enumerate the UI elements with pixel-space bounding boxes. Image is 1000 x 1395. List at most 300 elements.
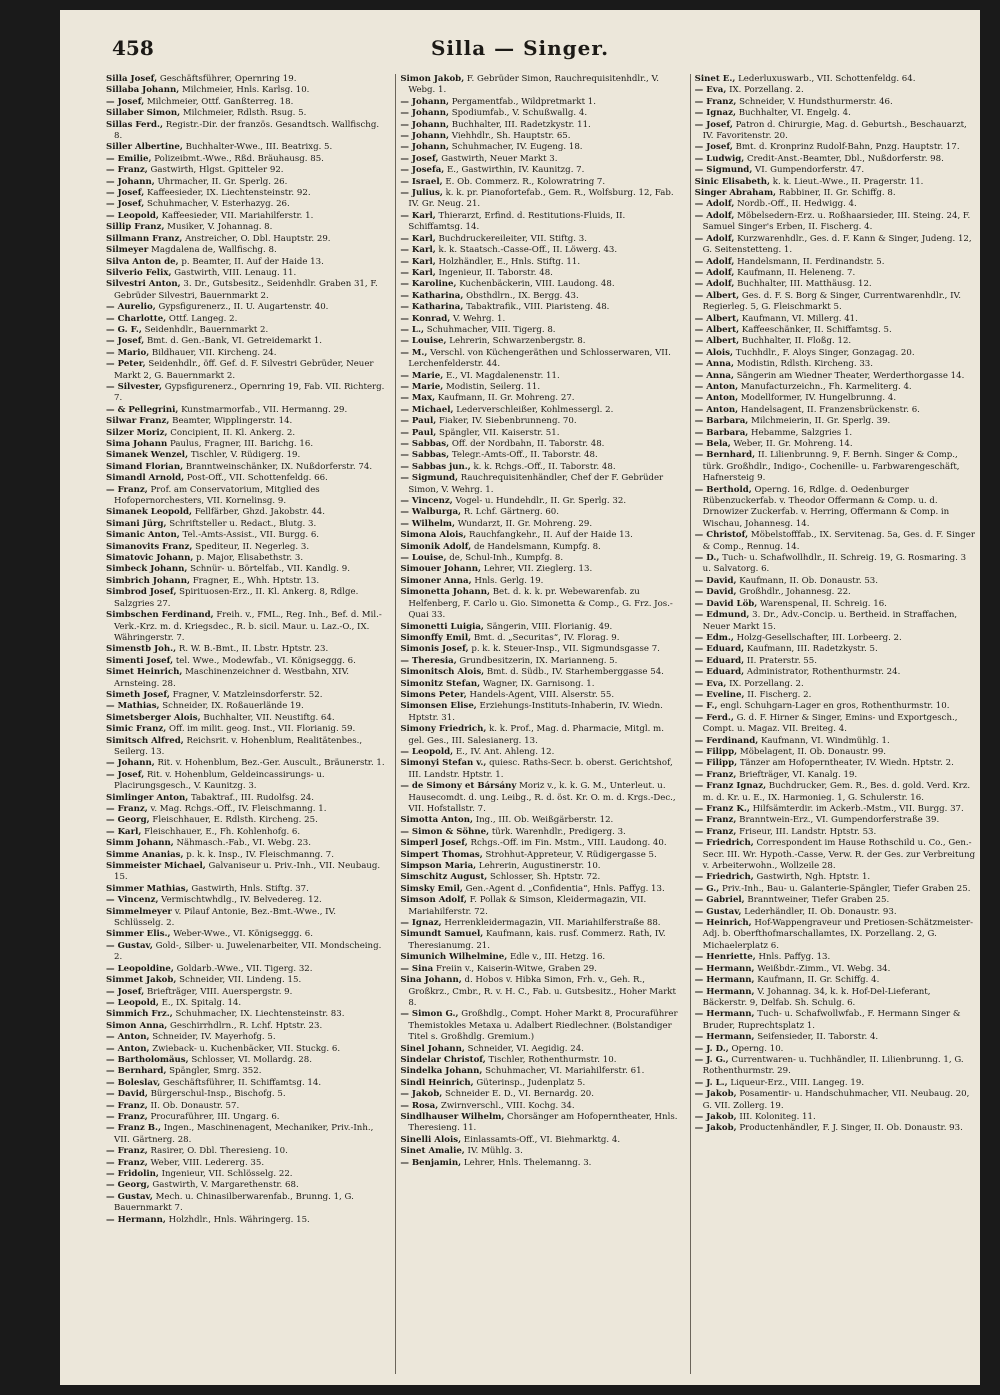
entry-text: 3. Dr., Adv.-Concip. u. Bertheid. in Straffachen, Neuer Markt 15. <box>702 610 958 632</box>
directory-entry <box>400 1078 681 1089</box>
entry-text: VI. Gumpendorferstr. 47. <box>755 165 865 176</box>
entry-text: Handelsagent, II. Franzensbrückenstr. 6. <box>740 404 920 415</box>
entry-name: Sillaber Simon, <box>106 108 181 119</box>
entry-text: Tänzer am Hofoperntheater, IV. Wiedn. Hptstr. 2. <box>739 758 954 769</box>
directory-entry <box>106 165 387 176</box>
entry-name: — Sina <box>400 963 434 974</box>
directory-entry <box>695 120 976 143</box>
entry-text: Lehrerin, Augustinerstr. 10. <box>478 861 601 872</box>
entry-name: — Adolf, <box>694 210 735 221</box>
entry-name: Simoner Anna, <box>400 575 472 586</box>
entry-text: Tuch- u. Schafwollhdlr., II. Schreig. 19, G. Rosmaring. 3 u. Salvatorg. 6. <box>702 553 967 575</box>
entry-name: Simonffy Emil, <box>400 632 472 643</box>
entry-name: Sindelar Christof, <box>400 1054 486 1065</box>
entry-text: Spirituosen-Erz., II. Kl. Ankerg. 8, Rdlge. Salzgries 27. <box>114 587 359 609</box>
entry-name: Simbschen Ferdinand, <box>106 610 214 621</box>
directory-entry <box>695 656 976 667</box>
entry-text: Lederluxuswarb., VII. Schottenfeldg. 64. <box>738 74 916 84</box>
entry-text: Gastwirth, Hlgst. Gpitteler 92. <box>150 165 284 176</box>
entry-name: — Karl, <box>106 826 142 837</box>
entry-text: Edle v., III. Hetzg. 16. <box>509 952 606 963</box>
entry-text: p. k. k. Insp., IV. Fleischmanng. 7. <box>186 849 334 860</box>
entry-name: — Theresia, <box>400 655 457 666</box>
entry-name: — Simon G., <box>400 1009 459 1020</box>
entry-text: Buchhalter, VII. Neustiftg. 64. <box>203 712 335 723</box>
entry-name: — G. F., <box>106 324 142 335</box>
entry-name: — Louise, <box>400 336 447 347</box>
directory-entry <box>106 336 387 347</box>
entry-text: p. Major, Elisabethstr. 3. <box>196 553 304 564</box>
directory-entry <box>695 964 976 975</box>
entry-name: Simonitz Stefan, <box>400 678 481 689</box>
directory-entry <box>695 142 976 153</box>
directory-entry <box>695 872 976 883</box>
directory-entry <box>106 245 387 256</box>
entry-text: Kunstmarmorfab., VII. Hermanng. 29. <box>181 404 348 415</box>
directory-entry <box>106 861 387 884</box>
entry-name: — Adolf, <box>694 233 735 244</box>
directory-entry <box>695 770 976 781</box>
entry-name: — Filipp, <box>694 746 738 757</box>
entry-name: Simani Jürg, <box>106 518 167 529</box>
entry-name: — Anton, <box>694 381 739 392</box>
entry-name: — Wilhelm, <box>400 518 456 529</box>
entry-text: de Handelsmann, Kumpfg. 8. <box>474 541 601 552</box>
entry-name: — Franz, <box>694 769 737 780</box>
entry-text: Schuhmacher, VI. Mariahilferstr. 61. <box>485 1066 645 1077</box>
directory-entry <box>695 405 976 416</box>
entry-name: — Barbara, <box>694 427 749 438</box>
entry-name: — Josef, <box>106 336 145 347</box>
directory-entry <box>695 1123 976 1134</box>
entry-name: — Johann, <box>400 119 450 130</box>
directory-entry <box>400 622 681 633</box>
directory-entry <box>106 450 387 461</box>
entry-name: — Leopold, <box>106 997 159 1008</box>
directory-entry <box>695 1044 976 1055</box>
entry-name: Simpson Maria, <box>400 861 477 872</box>
directory-entry <box>400 918 681 929</box>
entry-text: Ottf. Langeg. 2. <box>168 313 238 324</box>
entry-name: — Jakob, <box>400 1089 443 1100</box>
entry-name: Simmich Frz., <box>106 1009 173 1020</box>
entry-text: Wagner, IX. Garnisong. 1. <box>482 678 595 689</box>
directory-entry <box>106 895 387 906</box>
entry-text: k. k. Rchgs.-Off., II. Taborstr. 48. <box>473 461 616 472</box>
directory-entry <box>106 964 387 975</box>
entry-text: E., IV. Ant. Ahleng. 12. <box>455 746 555 757</box>
entry-text: Freiin v., Kaiserin-Witwe, Graben 29. <box>435 963 597 974</box>
entry-text: Kaufmann, III. Radetzkystr. 5. <box>746 644 878 655</box>
entry-text: k. k. Lieut.-Wwe., II. Pragerstr. 11. <box>772 176 924 187</box>
entry-text: Uhrmacher, II. Gr. Sperlg. 26. <box>157 176 288 187</box>
page-number: 458 <box>112 36 154 60</box>
entry-text: R. W. B.-Bmt., II. Lbstr. Hptstr. 23. <box>178 644 329 655</box>
entry-name: — Eva, <box>694 678 727 689</box>
directory-entry <box>106 1146 387 1157</box>
entry-name: — David Löb, <box>694 598 758 609</box>
entry-text: k. k. pr. Pianofortefab., Gem. R., Wolfsburg. 12, Fab. IV. Gr. Neug. 21. <box>408 188 674 210</box>
entry-name: — & Pellegrini, <box>106 404 179 415</box>
directory-entry <box>106 359 387 382</box>
entry-text: Schriftsteller u. Redact., Blutg. 3. <box>169 518 317 529</box>
entry-text: V. Johannag. 34, k. k. Hof-Del-Lieferant, Bäckerstr. 9, Delfab. Sh. Schulg. 6. <box>702 986 931 1008</box>
directory-entry <box>106 690 387 701</box>
entry-text: Briefträger, VI. Kanalg. 19. <box>739 769 858 780</box>
entry-name: Simmeister Michael, <box>106 861 206 872</box>
entry-name: Sindl Heinrich, <box>400 1077 474 1088</box>
entry-text: Tabaktraf., III. Rudolfsg. 24. <box>190 792 315 803</box>
directory-entry <box>400 462 681 473</box>
entry-text: Warenspenal, II. Schreig. 16. <box>760 598 887 609</box>
entry-name: — Filipp, <box>694 758 738 769</box>
entry-name: — Johann, <box>106 176 155 187</box>
entry-name: Simandl Arnold, <box>106 473 185 484</box>
entry-name: — Sabbas, <box>400 439 450 449</box>
directory-entry <box>106 758 387 769</box>
entry-name: — David, <box>106 1089 148 1100</box>
entry-text: Beamter, Wipplingerstr. 14. <box>172 416 293 427</box>
directory-entry <box>400 405 681 416</box>
entry-name: Simenstb Joh., <box>106 644 177 655</box>
entry-text: Vogel- u. Hundehdlr., II. Gr. Sperlg. 32. <box>455 496 627 507</box>
entry-text: Administrator, Rothenthurmstr. 24. <box>746 667 901 678</box>
directory-entry <box>695 382 976 393</box>
entry-text: k. k. Prof., Mag. d. Pharmacie, Mitgl. m. gel. Ges., III. Salesianerg. 13. <box>408 724 664 746</box>
directory-entry <box>400 336 681 347</box>
directory-entry <box>400 542 681 553</box>
entry-text: Milchmeier, Hnls. Karlsg. 10. <box>181 85 310 96</box>
entry-text: Ing., III. Ob. Weißgärberstr. 12. <box>475 815 614 826</box>
entry-name: — Silvester, <box>106 381 162 392</box>
directory-entry <box>695 587 976 598</box>
entry-name: — Konrad, <box>400 313 451 324</box>
directory-entry <box>106 462 387 473</box>
entry-name: — Friedrich, <box>694 872 754 883</box>
directory-entry <box>695 576 976 587</box>
directory-entry <box>695 428 976 439</box>
directory-entry <box>400 929 681 952</box>
entry-text: Off. der Nordbahn, II. Taborstr. 48. <box>451 439 605 449</box>
entry-name: — Edm., <box>694 632 734 643</box>
directory-entry <box>400 587 681 621</box>
directory-entry <box>106 610 387 644</box>
directory-entry <box>695 987 976 1010</box>
entry-text: Sängerin am Wiedner Theater, Werderthorgasse 14. <box>736 370 965 381</box>
directory-entry <box>695 713 976 736</box>
entry-text: Pergamentfab., Wildpretmarkt 1. <box>451 96 597 107</box>
entry-name: Simatovic Johann, <box>106 553 194 564</box>
directory-entry <box>695 439 976 450</box>
entry-text: Registr.-Dir. der französ. Gesandtsch. Wallfischg. 8. <box>114 119 380 142</box>
directory-entry <box>695 371 976 382</box>
directory-entry <box>400 1055 681 1066</box>
entry-name: Sina Johann, <box>400 975 462 986</box>
entry-text: Chorsänger am Hofoperntheater, Hnls. Theresieng. 11. <box>408 1111 678 1134</box>
directory-entry <box>106 1055 387 1066</box>
entry-name: Simonitsch Alois, <box>400 667 485 678</box>
entry-name: Sinel Johann, <box>400 1043 465 1054</box>
directory-entry <box>106 827 387 838</box>
entry-name: — Franz, <box>106 1111 148 1122</box>
entry-text: Milchmeierin, II. Gr. Sperlg. 39. <box>751 416 891 427</box>
entry-name: — Simon & Söhne, <box>400 826 490 837</box>
directory-entry <box>695 599 976 610</box>
entry-name: — Ignaz, <box>400 918 442 929</box>
directory-entry <box>106 1192 387 1215</box>
directory-entry <box>106 1066 387 1077</box>
directory-entry <box>400 952 681 963</box>
directory-entry <box>695 314 976 325</box>
entry-name: — Jakob, <box>694 1089 737 1100</box>
entry-name: Simotta Anton, <box>400 815 473 826</box>
entry-name: — Franz, <box>694 96 737 107</box>
entry-name: Simme Ananias, <box>106 849 184 860</box>
entry-text: Branntweinschänker, IX. Nußdorferstr. 74. <box>185 461 373 472</box>
entry-text: Kuchenbäckerin, VIII. Laudong. 48. <box>459 279 615 290</box>
entry-text: Möbelstofffab., IX. Servitenag. 5a, Ges. d. F. Singer & Comp., Rennug. 14. <box>702 530 975 552</box>
directory-entry <box>400 1066 681 1077</box>
directory-entry <box>400 496 681 507</box>
entry-text: Lehrer, Hnls. Thelemanng. 3. <box>463 1157 592 1168</box>
directory-entry <box>695 975 976 986</box>
entry-text: Rasirer, O. Dbl. Theresieng. 10. <box>150 1146 288 1157</box>
entry-text: II. Lilienbrunng. 9, F. Bernh. Singer & Comp., türk. Großhdlr., Indigo-, Cochenille- u. Farbwarengeschäft, Hafnersteig 9. <box>702 450 960 484</box>
entry-name: — Franz, <box>694 815 737 826</box>
entry-name: — Franz Ignaz, <box>694 781 767 792</box>
directory-entry <box>695 108 976 119</box>
directory-entry <box>695 884 976 895</box>
entry-name: — Henriette, <box>694 952 756 963</box>
directory-entry <box>106 325 387 336</box>
directory-entry <box>400 428 681 439</box>
entry-text: Güterinsp., Judenplatz 5. <box>476 1077 586 1088</box>
directory-entry <box>695 895 976 906</box>
entry-text: Kaffeeschänker, II. Schiffamtsg. 5. <box>741 324 892 335</box>
directory-entry <box>400 211 681 234</box>
entry-name: — Albert, <box>694 324 740 335</box>
directory-entry <box>695 736 976 747</box>
entry-text: Liqueur-Erz., VIII. Langeg. 19. <box>730 1077 865 1088</box>
entry-name: — David, <box>694 587 737 598</box>
entry-text: Operng. 16, Rdlge. d. Oedenburger Rübenzuckerfab. v. Theodor Offermann & Comp. u. d. Drnowizer Zuckerfab. v. Herring, Offermann & Comp. in Wischau, Johannesg. 14. <box>702 484 950 529</box>
directory-entry <box>695 393 976 404</box>
entry-text: Buchhalter-Wwe., III. Beatrixg. 5. <box>185 142 333 153</box>
entry-text: Strohhut-Appreteur, V. Rüdigergasse 5. <box>485 849 657 860</box>
directory-entry <box>695 747 976 758</box>
entry-name: — Eduard, <box>694 655 745 666</box>
directory-entry <box>106 941 387 964</box>
entry-text: Rit. v. Hohenblum, Bez.-Ger. Auscult., Bräunerstr. 1. <box>157 758 385 769</box>
directory-entry <box>400 268 681 279</box>
entry-text: Buchdruckereileiter, VII. Stiftg. 3. <box>438 233 587 244</box>
directory-entry <box>695 918 976 952</box>
entry-text: Gastwirth, Ngh. Hptstr. 1. <box>756 872 871 883</box>
entry-name: — Eduard, <box>694 644 745 655</box>
entry-text: Schlosser, VI. Mollardg. 28. <box>191 1054 312 1065</box>
entry-text: IX. Porzellang. 2. <box>729 85 804 96</box>
entry-text: k. k. Staatsch.-Casse-Off., II. Löwerg. 43. <box>438 245 618 256</box>
entry-text: Rit. v. Hohenblum, Geldeincassirungs- u. Placirungsgesch., V. Kaunitzg. 3. <box>114 769 325 792</box>
entry-text: Credit-Anst.-Beamter, Dbl., Nußdorferstr. 98. <box>746 153 944 164</box>
directory-entry <box>695 199 976 210</box>
entry-name: — J. D., <box>694 1043 729 1054</box>
entry-text: Schuhmacher, IX. Liechtensteinstr. 83. <box>175 1009 345 1020</box>
entry-text: Möbelsedern-Erz. u. Roßhaarsieder, III. Steing. 24, F. Samuel Singer's Erben, II. Fischerg. 4. <box>702 210 971 233</box>
entry-text: quiesc. Raths-Secr. b. oberst. Gerichtshof, III. Landstr. Hptstr. 1. <box>408 758 673 780</box>
entry-name: — Charlotte, <box>106 313 167 324</box>
directory-entry <box>106 519 387 530</box>
directory-entry <box>106 154 387 165</box>
entry-name: — Jakob, <box>694 1111 737 1122</box>
directory-entry <box>106 428 387 439</box>
entry-text: Rauchrequisitenhändler, Chef der F. Gebrüder Simon, V. Wehrg. 1. <box>408 473 664 495</box>
directory-entry <box>106 987 387 998</box>
entry-text: R. Lchf. Gärtnerg. 60. <box>463 507 559 518</box>
entry-text: Buchdrucker, Gem. R., Bes. d. gold. Verd. Krz. m. d. Kr. u. E., IX. Harmonieg. 1, G. Schulerstr. 16. <box>702 781 971 803</box>
entry-name: — Johann, <box>400 131 450 142</box>
entry-name: Sillmann Franz, <box>106 233 183 244</box>
entry-text: Buchhalter, VI. Engelg. 4. <box>738 108 851 119</box>
entry-name: — Josef, <box>106 769 145 780</box>
directory-entry <box>695 1112 976 1123</box>
entry-name: Sindelka Johann, <box>400 1066 483 1077</box>
entry-name: — Adolf, <box>694 267 735 278</box>
directory-entry <box>400 279 681 290</box>
entry-name: — Hermann, <box>694 1009 755 1020</box>
directory-entry <box>106 1158 387 1169</box>
entry-text: tel. Wwe., Modewfab., VI. Königseggg. 6. <box>175 655 356 666</box>
entry-text: Hebamme, Salzgries 1. <box>751 427 853 438</box>
entry-name: Simanek Wenzel, <box>106 450 189 461</box>
entry-name: Sillas Ferd., <box>106 119 164 130</box>
entry-text: Wundarzt, II. Gr. Mohreng. 29. <box>457 518 593 529</box>
entry-name: Silwar Franz, <box>106 416 170 427</box>
entry-name: Simmer Mathias, <box>106 883 189 894</box>
entry-name: — Max, <box>400 393 436 404</box>
entry-text: Fellfärber, Ghzd. Jakobstr. 44. <box>194 507 325 518</box>
directory-entry <box>695 530 976 553</box>
directory-entry <box>400 74 681 97</box>
entry-text: Spodiumfab., V. Schußwallg. 4. <box>451 108 588 119</box>
directory-entry <box>400 97 681 108</box>
entry-text: IV. Mühlg. 3. <box>467 1146 523 1157</box>
entry-name: — Franz, <box>106 165 148 176</box>
entry-text: 3. Dr., Gutsbesitz., Seidenhdlr. Graben 31, F. Gebrüder Silvestri, Bauernmarkt 2. <box>114 279 378 301</box>
entry-text: Lederhändler, II. Ob. Donaustr. 93. <box>744 906 897 917</box>
entry-text: Hnls. Gerlg. 19. <box>474 575 544 586</box>
entry-name: — Franz, <box>106 1100 148 1111</box>
directory-entry <box>695 97 976 108</box>
directory-entry <box>106 382 387 405</box>
directory-entry <box>106 553 387 564</box>
directory-entry <box>106 142 387 153</box>
entry-name: — Edmund, <box>694 610 750 621</box>
directory-entry <box>695 667 976 678</box>
directory-entry <box>106 667 387 690</box>
entry-text: Bmt. d. „Securitas“, IV. Florag. 9. <box>473 632 620 643</box>
entry-text: Lehrerin, Schwarzenbergstr. 8. <box>449 336 586 347</box>
entry-name: — Anton, <box>694 393 739 404</box>
entry-text: Viehhdlr., Sh. Hauptstr. 65. <box>451 131 571 142</box>
entry-text: Thierarzt, Erfind. d. Restitutions-Fluids, II. Schiffamtsg. 14. <box>408 210 626 233</box>
entry-name: — Sabbas, <box>400 450 450 461</box>
entry-text: Grundbesitzerin, IX. Marianneng. 5. <box>459 655 618 666</box>
directory-entry <box>400 895 681 918</box>
entry-name: — D., <box>694 553 720 564</box>
directory-entry <box>106 929 387 940</box>
entry-text: Bmt. d. Kronprinz Rudolf-Bahn, Pnzg. Hauptstr. 17. <box>735 142 960 153</box>
entry-text: E., Gastwirthin, IV. Kaunitzg. 7. <box>447 165 585 176</box>
entry-name: Silzer Moriz, <box>106 427 168 438</box>
entry-text: Kaufmann, kais. rusf. Commerz. Rath, IV. Theresianumg. 21. <box>408 929 666 951</box>
entry-name: — Bernhard, <box>106 1066 167 1077</box>
entry-name: Simet Heinrich, <box>106 667 183 678</box>
directory-entry <box>106 644 387 655</box>
entry-text: Tischler, V. Rüdigerg. 19. <box>190 450 301 461</box>
entry-name: Simundt Samuel, <box>400 929 484 940</box>
entry-name: — Bela, <box>694 439 731 449</box>
entry-text: Schneider, V. Hundsthurmerstr. 46. <box>739 96 893 107</box>
entry-text: Fleischhauer, E., Fh. Kohlenhofg. 6. <box>144 826 301 837</box>
page-header <box>60 10 980 60</box>
directory-entry <box>106 736 387 759</box>
directory-entry <box>400 257 681 268</box>
entry-name: — Friedrich, <box>694 838 754 849</box>
directory-entry <box>695 177 976 188</box>
directory-entry <box>400 393 681 404</box>
directory-entry <box>400 416 681 427</box>
directory-entry <box>106 302 387 313</box>
entry-text: Fleischhauer, E. Rdlsth. Kircheng. 25. <box>152 815 318 826</box>
entry-name: — Peter, <box>106 359 146 370</box>
entry-text: Hilfsämterdir. im Ackerb.-Mstm., VII. Burgg. 37. <box>752 804 964 814</box>
directory-entry <box>400 701 681 724</box>
directory-entry <box>400 291 681 302</box>
entry-text: Gastwirth, Neuer Markt 3. <box>441 153 558 164</box>
entry-name: — Leopold, <box>400 746 454 757</box>
entry-text: Lehrer, VII. Zieglerg. 13. <box>483 564 593 575</box>
entry-name: — Gustav, <box>106 940 153 951</box>
entry-text: Großhdlg., Compt. Hoher Markt 8, Procuraführer Themistokles Metaxa u. Adalbert Riedlechner. (Bolstandiger Titel s. Großhdlg. Gremium.) <box>408 1009 678 1043</box>
entry-name: — Christof, <box>694 530 749 541</box>
entry-name: Simanovits Franz, <box>106 541 193 552</box>
entry-text: Lederverschleißer, Kohlmessergl. 2. <box>456 404 614 415</box>
entry-text: E. Ob. Commerz. R., Kolowratring 7. <box>445 176 606 187</box>
directory-entry <box>400 884 681 895</box>
entry-name: — J. L., <box>694 1077 728 1088</box>
entry-text: Kurzwarenhdlr., Ges. d. F. Kann & Singer, Judeng. 12, G. Seitenstetteng. 1. <box>702 233 972 256</box>
directory-entry <box>695 348 976 359</box>
directory-entry <box>400 838 681 849</box>
directory-entry <box>400 142 681 153</box>
entry-name: Sinelli Alois, <box>400 1134 462 1145</box>
entry-text: Schlosser, Sh. Hptstr. 72. <box>490 872 601 883</box>
entry-name: Silva Anton de, <box>106 256 179 267</box>
directory-entry <box>400 1158 681 1169</box>
entry-name: — Eva, <box>694 85 727 96</box>
directory-entry <box>106 108 387 119</box>
directory-entry <box>106 314 387 325</box>
directory-entry <box>106 1112 387 1123</box>
directory-entry <box>695 188 976 199</box>
entry-text: Geschäftsführer, II. Schiffamtsg. 14. <box>163 1077 322 1088</box>
entry-text: Gypsfigurenerz., II. U. Augartenstr. 40. <box>158 302 329 313</box>
entry-name: — Albert, <box>694 336 740 347</box>
entry-text: Kaffeesieder, VII. Mariahilferstr. 1. <box>161 210 314 221</box>
entry-text: Bet. d. k. k. pr. Webewarenfab. zu Helfenberg, F. Carlo u. Gio. Simonetta & Comp., G. Frz. Jos.-Quai 33. <box>408 587 673 621</box>
directory-entry <box>106 793 387 804</box>
